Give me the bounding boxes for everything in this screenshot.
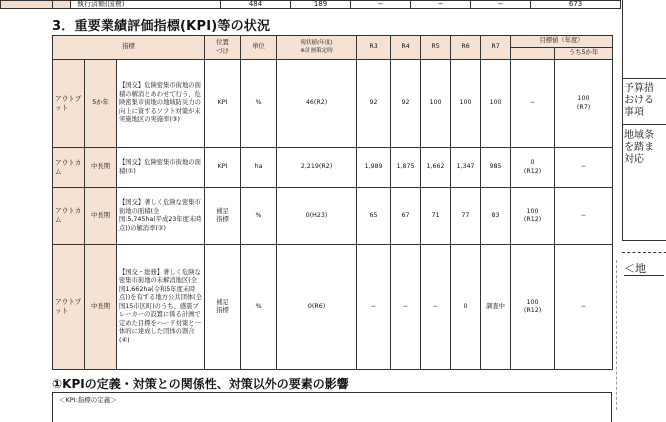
section-title: 3．重要業績評価指標(KPI)等の状況 [52, 19, 271, 34]
right-panel-dashed-line [622, 252, 666, 253]
kpi-definition-label: ＜KPI:指標の定義＞ [59, 396, 117, 404]
budget-measures-text: 予算措 おける 事項 [624, 83, 654, 118]
row-unit: ha [241, 148, 277, 188]
row-target-5yr: − [555, 245, 613, 370]
row-r4: − [391, 245, 421, 370]
row-current: 46(R2) [277, 60, 357, 148]
row-position: 補足 指標 [205, 188, 241, 245]
row-r3: 65 [357, 188, 391, 245]
row-r4: 67 [391, 188, 421, 245]
prev-row-spacer [53, 1, 71, 9]
row-target: − [511, 60, 555, 148]
row-target: 100 (R12) [511, 188, 555, 245]
prev-row-category [1, 1, 53, 9]
kpi-row [53, 148, 613, 188]
row-position: KPI [205, 148, 241, 188]
row-term: 中長期 [85, 245, 117, 370]
row-category: アウトカム [53, 148, 85, 188]
row-category: アウトカム [53, 188, 85, 245]
row-unit: % [241, 188, 277, 245]
row-r6: 0 [451, 245, 481, 370]
row-indicator: 【国交】危険密集市街地の面積の解消とあわせて行う、危険密集市街地の地域防災力の向上に資するソフト対策が未実施地区の実施率(③) [117, 60, 205, 148]
row-r7: 調査中 [481, 245, 511, 370]
prev-row-value: 484 [221, 1, 291, 9]
row-term: 中長期 [85, 188, 117, 245]
kpi-table [52, 35, 613, 370]
row-current: 2,219(R2) [277, 148, 357, 188]
prev-row-value: − [411, 1, 471, 9]
prev-row-value: 189 [291, 1, 351, 9]
row-target: 100 (R12) [511, 245, 555, 370]
row-r5: 100 [421, 60, 451, 148]
right-panel-bottom-heading: ＜地 [624, 262, 646, 275]
header-target: 目標値（年度） [511, 36, 613, 48]
row-target-5yr: − [555, 148, 613, 188]
row-r3: 92 [357, 60, 391, 148]
kpi-row [53, 60, 613, 148]
header-unit: 単位 [241, 36, 277, 60]
row-indicator: 【国交】著しく危険な密集市街地の面積(全国:5,745ha(平成23年度末時点))の解消率(②) [117, 188, 205, 245]
right-panel-divider [622, 240, 666, 241]
row-term: 中長期 [85, 148, 117, 188]
kpi-row [53, 245, 613, 370]
prev-row-value: − [351, 1, 411, 9]
header-r5: R5 [421, 36, 451, 60]
right-panel-divider [622, 78, 666, 79]
prev-row-value: − [471, 1, 531, 9]
header-target-blank [511, 48, 555, 60]
kpi-definition-box [52, 392, 612, 422]
row-r5: 71 [421, 188, 451, 245]
right-panel-divider [622, 124, 666, 125]
header-position: 位置 づけ [205, 36, 241, 60]
row-target-5yr: − [555, 188, 613, 245]
row-r5: 1,662 [421, 148, 451, 188]
row-r7: 83 [481, 188, 511, 245]
row-r3: − [357, 245, 391, 370]
row-r5: − [421, 245, 451, 370]
header-r6: R6 [451, 36, 481, 60]
row-category: アウトプット [53, 245, 85, 370]
row-r6: 1,347 [451, 148, 481, 188]
row-term: 5か年 [85, 60, 117, 148]
kpi-definition-title: ①KPIの定義・対策との関係性、対策以外の要素の影響 [52, 377, 349, 391]
row-r6: 77 [451, 188, 481, 245]
row-category: アウトプット [53, 60, 85, 148]
row-unit: % [241, 245, 277, 370]
row-current: 0(H23) [277, 188, 357, 245]
kpi-row [53, 188, 613, 245]
row-position: 補足 指標 [205, 245, 241, 370]
header-r3: R3 [357, 36, 391, 60]
previous-table-strip [0, 0, 620, 16]
header-r4: R4 [391, 36, 421, 60]
header-current: 現状値(年度) ※計画策定時 [277, 36, 357, 60]
row-r7: 100 [481, 60, 511, 148]
header-r7: R7 [481, 36, 511, 60]
prev-row-value: 673 [531, 1, 621, 9]
regional-conditions-text: 地域条 を踏ま 対応 [624, 130, 654, 165]
right-panel-border [622, 0, 623, 240]
header-indicator: 指標 [53, 36, 205, 60]
right-panel-bottom-underline [624, 275, 664, 276]
row-target-5yr: 100 (R7) [555, 60, 613, 148]
header-target-5yr: うち5か年 [555, 48, 613, 60]
prev-row-label: 執行済額(国費) [71, 1, 221, 9]
row-r6: 100 [451, 60, 481, 148]
row-unit: % [241, 60, 277, 148]
row-indicator: 【国交・総務】著しく危険な密集市街地の未解消地区(全国1,662ha(令和5年度末時点))を有する地方公共団体(全国15市区町)のうち、感震ブレーカーの設置に係る計画で定めた目標をハード対策と一体的に達成した団体の割合(④) [117, 245, 205, 370]
row-r4: 1,875 [391, 148, 421, 188]
row-current: 0(R6) [277, 245, 357, 370]
right-panel [618, 0, 666, 410]
row-target: 0 (R12) [511, 148, 555, 188]
row-r7: 985 [481, 148, 511, 188]
row-r4: 92 [391, 60, 421, 148]
kpi-table-container [52, 35, 612, 370]
row-position: KPI [205, 60, 241, 148]
row-indicator: 【国交】危険密集市街地の面積(①) [117, 148, 205, 188]
row-r3: 1,989 [357, 148, 391, 188]
page-divider [616, 260, 617, 410]
